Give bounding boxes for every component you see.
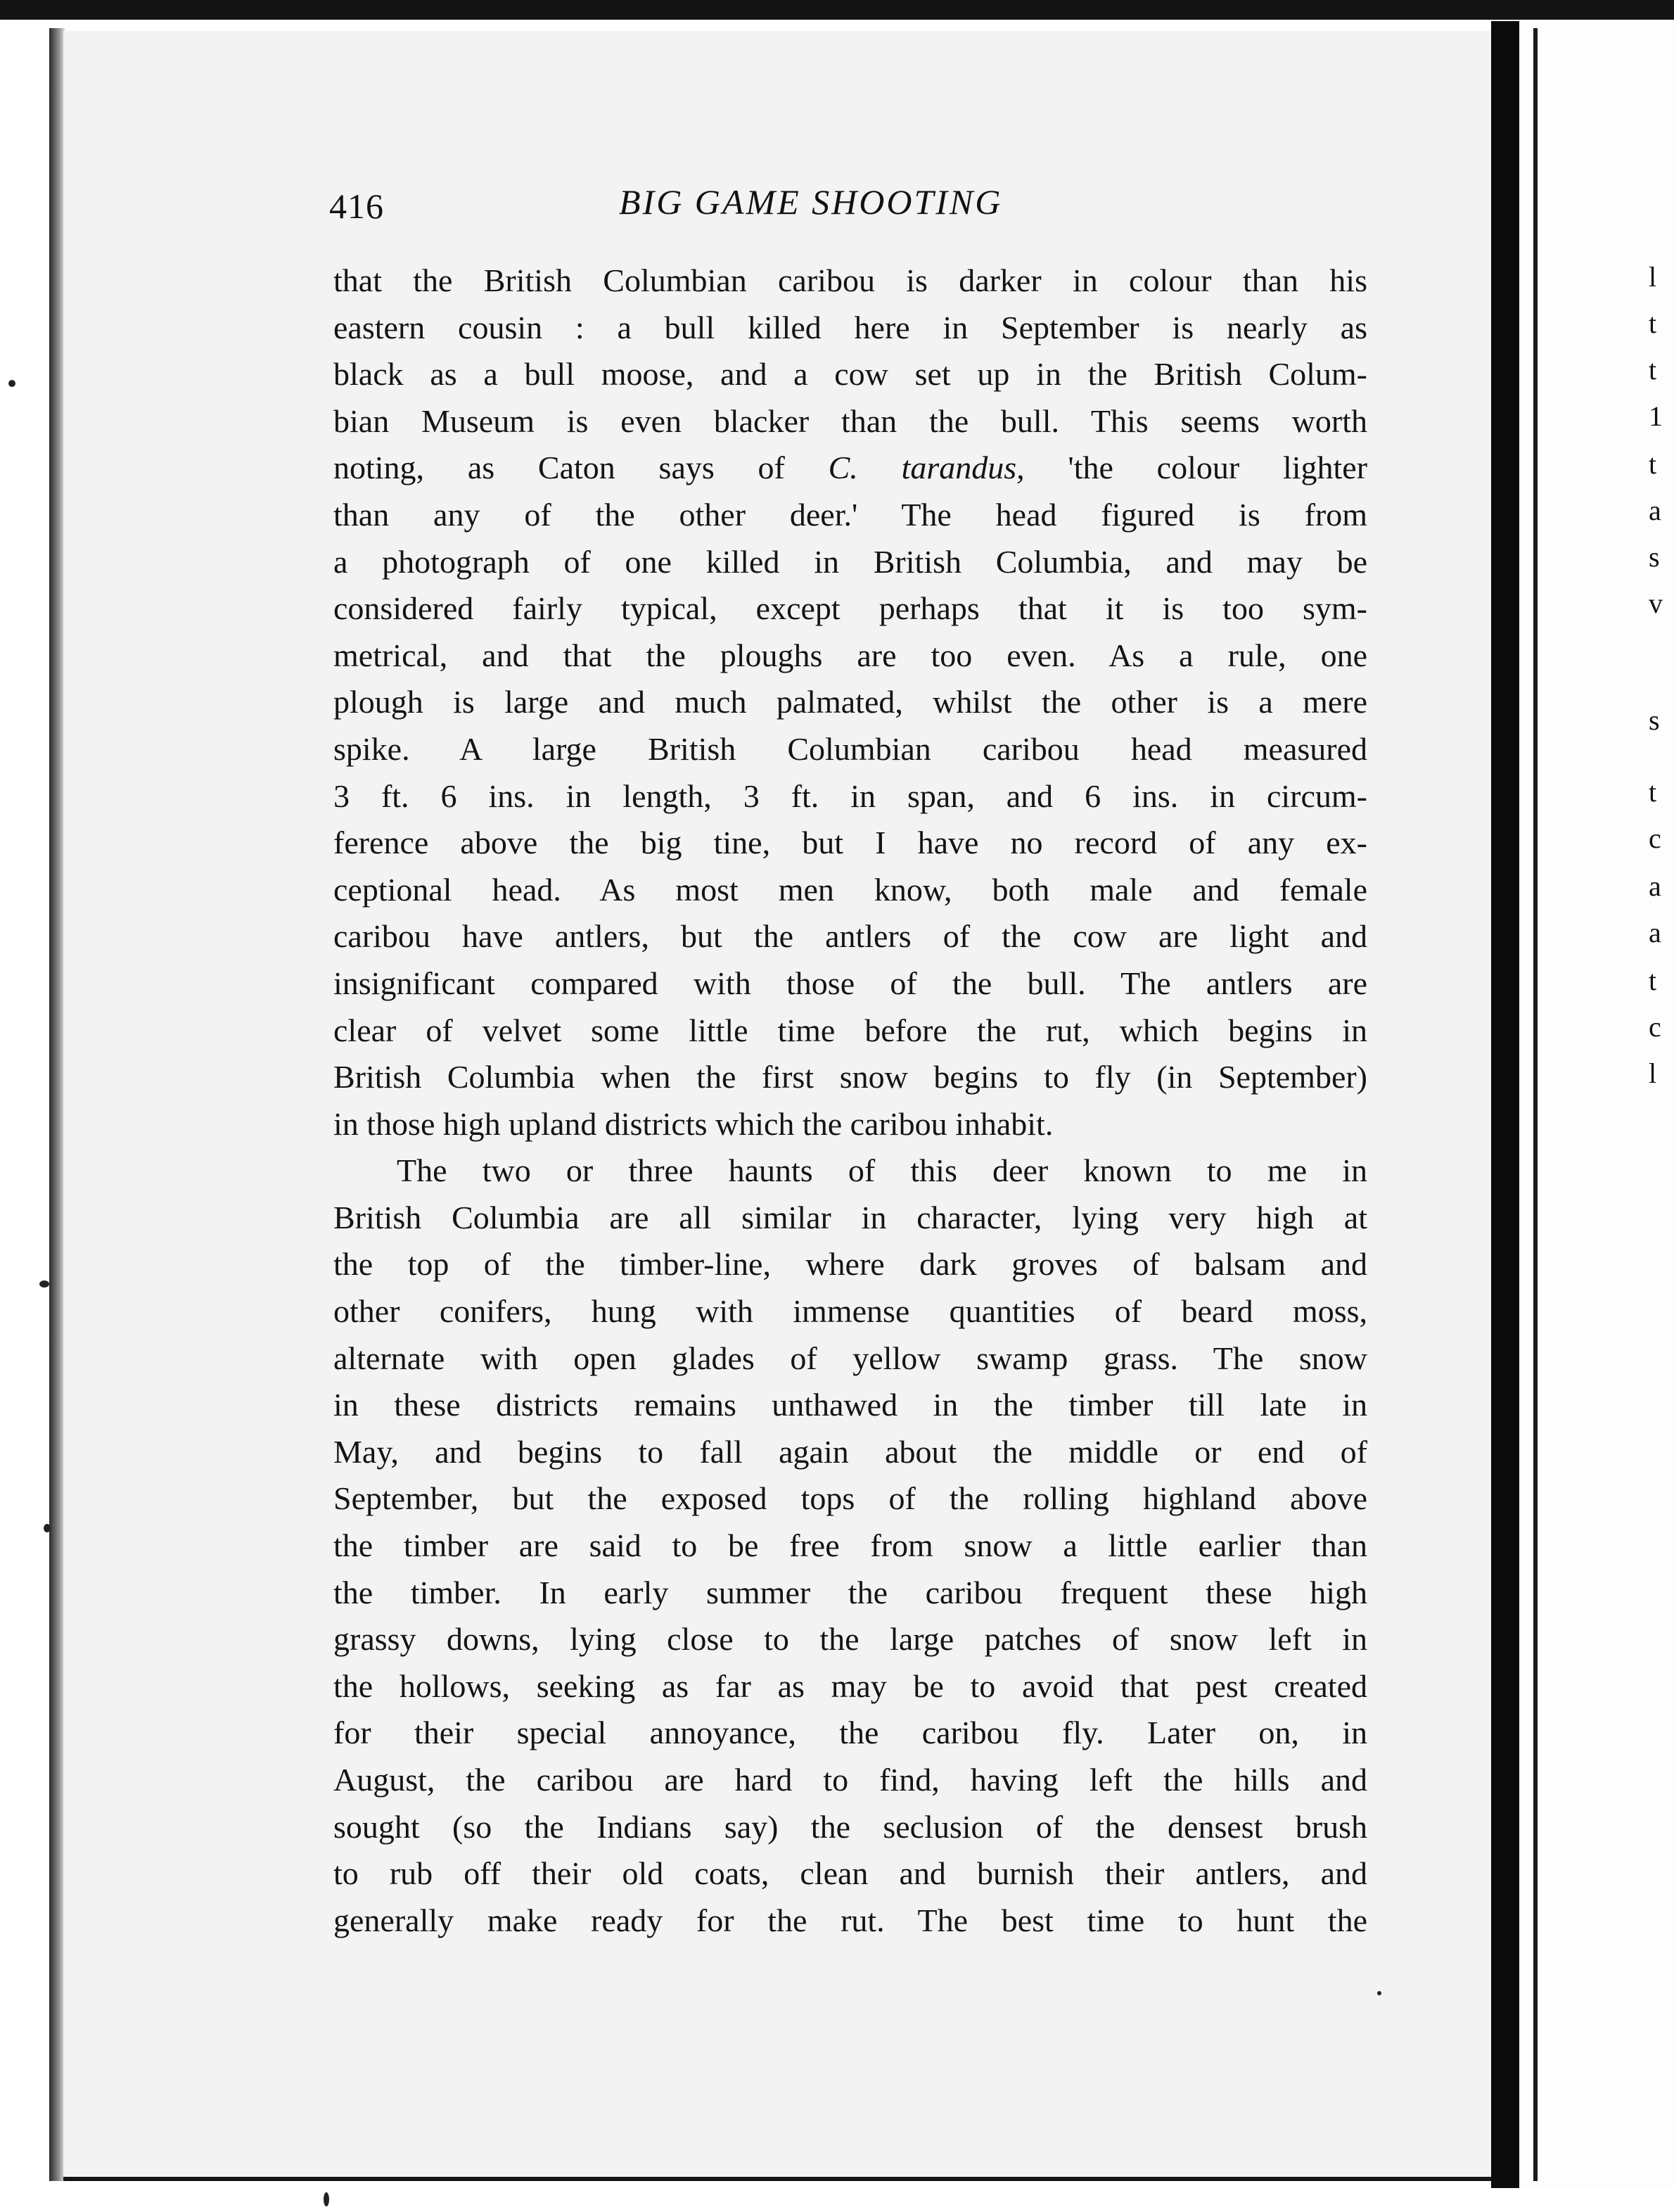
text-line: caribou have antlers, but the antlers of the cow are light and [333, 918, 1367, 955]
paragraph-first-line: The two or three haunts of this deer known to me in [397, 1152, 1367, 1189]
text-line: the timber are said to be free from snow a little earlier than [333, 1527, 1367, 1564]
text-line: to rub off their old coats, clean and burnish their antlers, and [333, 1855, 1367, 1892]
text-line: September, but the exposed tops of the rolling highland above [333, 1480, 1367, 1517]
page-number: 416 [329, 186, 384, 226]
facing-page-edge [1533, 28, 1538, 2181]
scan-speck [39, 1280, 49, 1288]
facing-page-letter: s [1649, 704, 1660, 736]
text-line: bian Museum is even blacker than the bull. This seems worth [333, 402, 1367, 439]
text-line: insignificant compared with those of the bull. The antlers are [333, 965, 1367, 1001]
book-gutter [1491, 21, 1519, 2188]
running-head: BIG GAME SHOOTING [619, 182, 1003, 222]
text-line: considered fairly typical, except perhaps that it is too sym- [333, 590, 1367, 627]
text-line: May, and begins to fall again about the middle or end of [333, 1433, 1367, 1470]
text-line: that the British Columbian caribou is darker in colour than his [333, 262, 1367, 298]
text-line: black as a bull moose, and a cow set up in the British Colum- [333, 356, 1367, 393]
text-line: than any of the other deer.' The head figured is from [333, 496, 1367, 533]
text-line: plough is large and much palmated, whilst the other is a mere [333, 684, 1367, 720]
body-text [333, 258, 1367, 1944]
text-line: 3 ft. 6 ins. in length, 3 ft. in span, and 6 ins. in circum- [333, 777, 1367, 814]
text-line: for their special annoyance, the caribou fly. Later on, in [333, 1715, 1367, 1751]
facing-page-letter: t [1649, 448, 1657, 480]
facing-page-letter: 1 [1649, 400, 1663, 432]
scan-speck [1377, 1991, 1381, 1995]
text-line: British Columbia when the first snow begins to fly (in September) [333, 1059, 1367, 1095]
facing-page-letter: t [1649, 354, 1657, 386]
facing-page-letter: c [1649, 1011, 1661, 1043]
text-line: clear of velvet some little time before the rut, which begins in [333, 1012, 1367, 1048]
text-line: grassy downs, lying close to the large patches of snow left in [333, 1621, 1367, 1658]
facing-page-letter: t [1649, 307, 1657, 339]
species-name-italic: C. tarandus, [828, 450, 1025, 486]
facing-page-letter: a [1649, 917, 1661, 948]
text-line: ference above the big tine, but I have no record of any ex- [333, 825, 1367, 861]
text-line: the hollows, seeking as far as may be to avoid that pest created [333, 1667, 1367, 1704]
facing-page-letter: l [1649, 261, 1657, 293]
facing-page-letter: t [1649, 776, 1657, 808]
text-line: British Columbia are all similar in character, lying very high at [333, 1199, 1367, 1235]
text-line: metrical, and that the ploughs are too even. As a rule, one [333, 637, 1367, 673]
facing-page-letter: t [1649, 965, 1657, 996]
scan-speck [44, 1524, 51, 1532]
text-line: the top of the timber-line, where dark groves of balsam and [333, 1246, 1367, 1283]
text-line: alternate with open glades of yellow swamp grass. The snow [333, 1340, 1367, 1376]
text-line: spike. A large British Columbian caribou head measured [333, 730, 1367, 767]
facing-page-fragment [1519, 21, 1674, 2188]
facing-page-letter: a [1649, 495, 1661, 526]
scan-top-edge [0, 0, 1674, 20]
text-line: ceptional head. As most men know, both male and female [333, 871, 1367, 908]
text-segment: noting, as Caton says of [333, 450, 785, 486]
facing-page-letter: a [1649, 870, 1661, 902]
text-segment: 'the colour lighter [1068, 450, 1368, 486]
text-line: August, the caribou are hard to find, having left the hills and [333, 1762, 1367, 1798]
text-line: other conifers, hung with immense quantities of beard moss, [333, 1293, 1367, 1330]
scan-speck [8, 380, 15, 387]
text-line: a photograph of one killed in British Columbia, and may be [333, 543, 1367, 580]
text-line: the timber. In early summer the caribou frequent these high [333, 1574, 1367, 1610]
page-left-edge [49, 28, 65, 2181]
text-line: eastern cousin : a bull killed here in September is nearly as [333, 309, 1367, 345]
text-line: in these districts remains unthawed in the timber till late in [333, 1387, 1367, 1423]
facing-page-letter: l [1649, 1057, 1657, 1089]
text-line: in those high upland districts which the caribou inhabit. [333, 1105, 1054, 1142]
facing-page-letter: c [1649, 822, 1661, 854]
text-line: sought (so the Indians say) the seclusion of the densest brush [333, 1808, 1367, 1845]
facing-page-letter: s [1649, 541, 1660, 573]
text-line: generally make ready for the rut. The best time to hunt the [333, 1902, 1367, 1938]
text-line-mixed [333, 445, 1367, 492]
facing-page-letter: v [1649, 587, 1663, 619]
scan-speck [324, 2192, 329, 2206]
